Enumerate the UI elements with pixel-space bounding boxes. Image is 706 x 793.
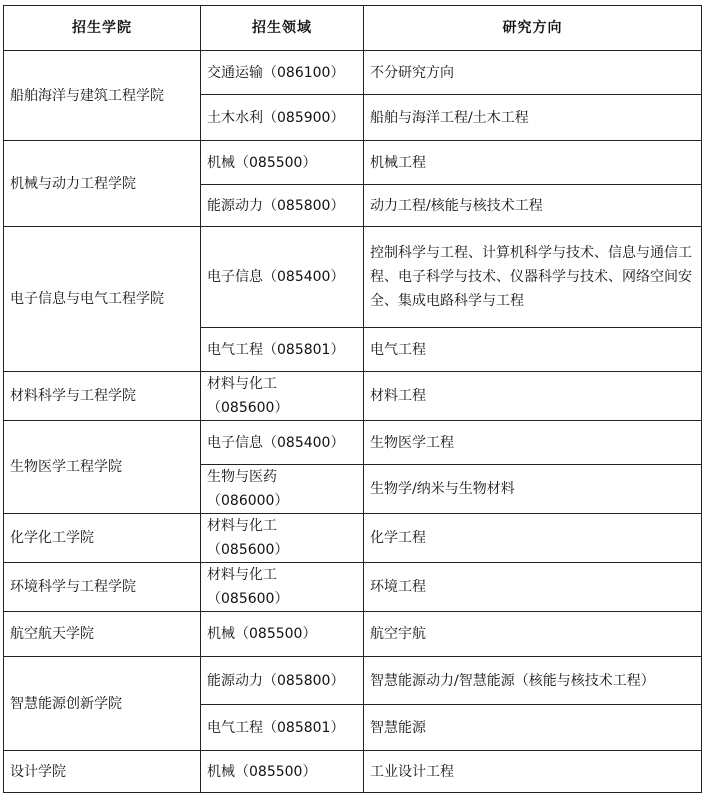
field-name: 能源动力: [207, 197, 263, 214]
field-cell: [201, 563, 364, 612]
college-name: 化学化工学院: [4, 514, 201, 563]
field-name: 土木水利: [207, 109, 263, 126]
field-name: 电气工程: [207, 719, 263, 736]
field-name: 机械: [207, 626, 235, 642]
field-cell: [201, 751, 364, 793]
header-college: 招生学院: [4, 6, 201, 51]
field-cell: [201, 372, 364, 421]
direction-cell: 生物医学工程: [364, 421, 702, 465]
field-code: （085600）: [207, 542, 289, 558]
field-name: 机械: [207, 763, 235, 780]
field-code: （086000）: [207, 493, 289, 509]
field-code: （085801）: [263, 341, 345, 358]
direction-cell: 电气工程: [364, 328, 702, 372]
table-row: [4, 421, 702, 465]
field-code: （085500）: [235, 626, 317, 642]
direction-cell: 材料工程: [364, 372, 702, 421]
direction-cell: 化学工程: [364, 514, 702, 563]
table-row: [4, 751, 702, 793]
direction-cell: 不分研究方向: [364, 51, 702, 95]
field-code: （085800）: [263, 672, 345, 689]
header-field: 招生领域: [201, 6, 364, 51]
direction-cell: 船舶与海洋工程/土木工程: [364, 95, 702, 141]
table-row: [4, 141, 702, 185]
college-name: 材料科学与工程学院: [4, 372, 201, 421]
table-row: [4, 227, 702, 328]
field-cell: [201, 657, 364, 705]
field-name: 电子信息: [207, 269, 263, 285]
direction-cell: 生物学/纳米与生物材料: [364, 465, 702, 514]
field-cell: [201, 612, 364, 657]
field-cell: [201, 421, 364, 465]
direction-cell: 动力工程/核能与核技术工程: [364, 185, 702, 227]
admissions-table: [3, 5, 702, 793]
direction-cell: 航空宇航: [364, 612, 702, 657]
field-code: （085900）: [263, 109, 345, 126]
field-code: （085500）: [235, 154, 317, 171]
field-cell: [201, 95, 364, 141]
college-name: 设计学院: [4, 751, 201, 793]
direction-cell: 控制科学与工程、计算机科学与技术、信息与通信工程、电子科学与技术、仪器科学与技术、网络空间安全、集成电路科学与工程: [364, 227, 702, 328]
direction-cell: 工业设计工程: [364, 751, 702, 793]
college-name: 船舶海洋与建筑工程学院: [4, 51, 201, 141]
field-name: 电子信息: [207, 434, 263, 451]
field-name: 机械: [207, 154, 235, 171]
field-name: 能源动力: [207, 672, 263, 689]
field-cell: [201, 465, 364, 514]
table-row: [4, 657, 702, 705]
college-name: 智慧能源创新学院: [4, 657, 201, 751]
college-name: 生物医学工程学院: [4, 421, 201, 514]
field-name: 交通运输: [207, 64, 263, 81]
field-code: （085600）: [207, 591, 289, 607]
field-cell: [201, 705, 364, 751]
field-cell: [201, 141, 364, 185]
field-cell: [201, 51, 364, 95]
field-name: 材料与化工: [207, 376, 277, 392]
college-name: 环境科学与工程学院: [4, 563, 201, 612]
field-cell: [201, 514, 364, 563]
table-row: [4, 51, 702, 95]
field-cell: [201, 227, 364, 328]
college-name: 机械与动力工程学院: [4, 141, 201, 227]
field-name: 材料与化工: [207, 518, 277, 534]
table-row: [4, 563, 702, 612]
field-code: （085600）: [207, 400, 289, 416]
header-row: [4, 6, 702, 51]
field-code: （085400）: [263, 269, 345, 285]
field-name: 电气工程: [207, 341, 263, 358]
table-row: [4, 514, 702, 563]
direction-cell: 智慧能源动力/智慧能源（核能与核技术工程）: [364, 657, 702, 705]
field-name: 材料与化工: [207, 567, 277, 583]
table-row: [4, 372, 702, 421]
table-row: [4, 612, 702, 657]
field-code: （086100）: [263, 64, 345, 81]
college-name: 航空航天学院: [4, 612, 201, 657]
college-name: 电子信息与电气工程学院: [4, 227, 201, 372]
field-code: （085800）: [263, 197, 345, 214]
direction-cell: 环境工程: [364, 563, 702, 612]
direction-cell: 机械工程: [364, 141, 702, 185]
direction-cell: 智慧能源: [364, 705, 702, 751]
header-direction: 研究方向: [364, 6, 702, 51]
field-name: 生物与医药: [207, 469, 277, 485]
field-code: （085500）: [235, 763, 317, 780]
field-cell: [201, 328, 364, 372]
field-cell: [201, 185, 364, 227]
field-code: （085801）: [263, 719, 345, 736]
field-code: （085400）: [263, 434, 345, 451]
